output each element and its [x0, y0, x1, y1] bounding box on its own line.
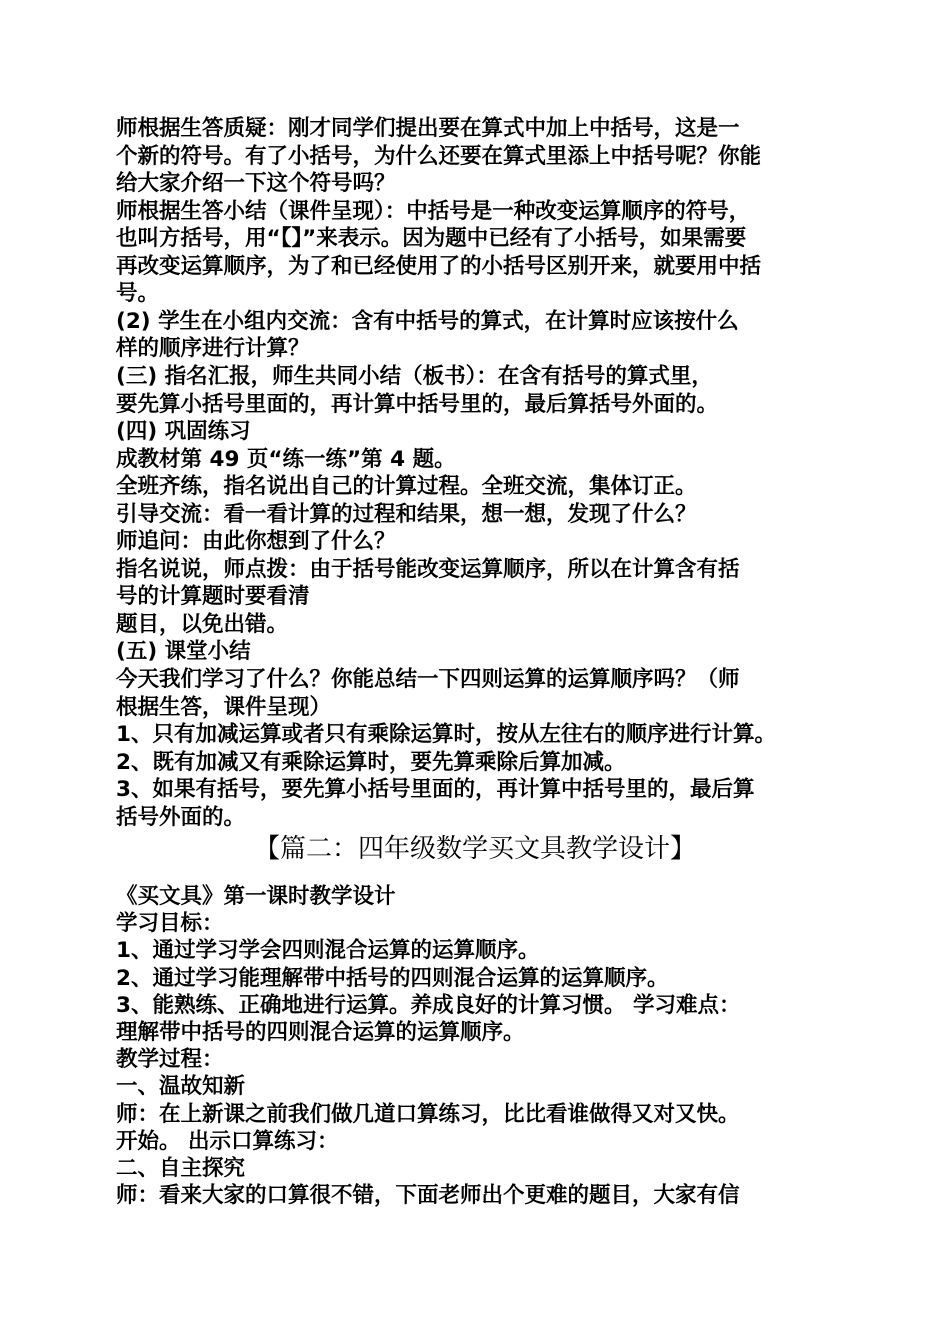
text-line: 括号外面的。 [116, 804, 246, 830]
text-line: 学习目标： [116, 911, 224, 937]
text-line: 引导交流：看一看计算的过程和结果，想一想，发现了什么？ [116, 501, 697, 527]
text-line: 号。 [116, 281, 160, 307]
text-line: 3、如果有括号，要先算小括号里面的，再计算中括号里的，最后算 [116, 777, 755, 803]
text-line: 师：在上新课之前我们做几道口算练习，比比看谁做得又对又快。 [116, 1101, 740, 1127]
text-line: 再改变运算顺序，为了和已经使用了的小括号区别开来，就要用中括 [116, 253, 762, 279]
text-line: 样的顺序进行计算？ [116, 336, 310, 362]
text-line: 今天我们学习了什么？你能总结一下四则运算的运算顺序吗？（师 [116, 667, 740, 692]
text-line: (四) 巩固练习 [116, 419, 251, 445]
text-line: 1、只有加减运算或者只有乘除运算时，按从左往右的顺序进行计算。 [116, 722, 776, 748]
text-line: 开始。 出示口算练习： [116, 1128, 339, 1154]
text-line: 师：看来大家的口算很不错，下面老师出个更难的题目，大家有信 [116, 1183, 740, 1209]
text-line: 号的计算题时要看清 [116, 584, 310, 610]
text-line: 根据生答，课件呈现） [116, 694, 332, 720]
text-line: 也叫方括号，用“【】”来表示。因为题中已经有了小括号，如果需要 [116, 226, 747, 252]
text-line: 1、通过学习学会四则混合运算的运算顺序。 [116, 938, 540, 964]
text-line: 教学过程： [116, 1047, 224, 1073]
text-line: 3、能熟练、正确地进行运算。养成良好的计算习惯。 学习难点： [116, 992, 741, 1018]
text-line: 理解带中括号的四则混合运算的运算顺序。 [116, 1020, 525, 1045]
text-line: 二、自主探究 [116, 1156, 246, 1181]
text-line: 指名说说，师点拨：由于括号能改变运算顺序，所以在计算含有括 [116, 556, 740, 582]
text-line: 个新的符号。有了小括号，为什么还要在算式里添上中括号呢？你能 [116, 143, 762, 169]
text-line: 题目，以免出错。 [116, 611, 289, 637]
text-line: 师追问：由此你想到了什么？ [116, 529, 396, 555]
text-line: 《买文具》第一课时教学设计 [116, 884, 396, 909]
text-line: 成教材第 49 页“练一练”第 4 题。 [116, 446, 456, 472]
text-line: 师根据生答小结（课件呈现）：中括号是一种改变运算顺序的符号， [116, 198, 751, 224]
text-line: 全班齐练，指名说出自己的计算过程。全班交流，集体订正。 [116, 474, 697, 500]
text-line: 要先算小括号里面的，再计算中括号里的，最后算括号外面的。 [116, 391, 719, 417]
text-line: 给大家介绍一下这个符号吗？ [116, 171, 396, 197]
text-line: 2、通过学习能理解带中括号的四则混合运算的运算顺序。 [116, 965, 669, 991]
section-heading: 【篇二：四年级数学买文具教学设计】 [253, 834, 696, 864]
text-line: (2) 学生在小组内交流：含有中括号的算式，在计算时应该按什么 [116, 308, 739, 334]
text-line: (五) 课堂小结 [116, 639, 251, 665]
text-line: (三) 指名汇报，师生共同小结（板书）：在含有括号的算式里， [116, 363, 713, 389]
text-line: 2、既有加减又有乘除运算时，要先算乘除后算加减。 [116, 749, 626, 775]
text-line: 师根据生答质疑：刚才同学们提出要在算式中加上中括号，这是一 [116, 116, 740, 141]
text-line: 一、温故知新 [116, 1074, 246, 1100]
